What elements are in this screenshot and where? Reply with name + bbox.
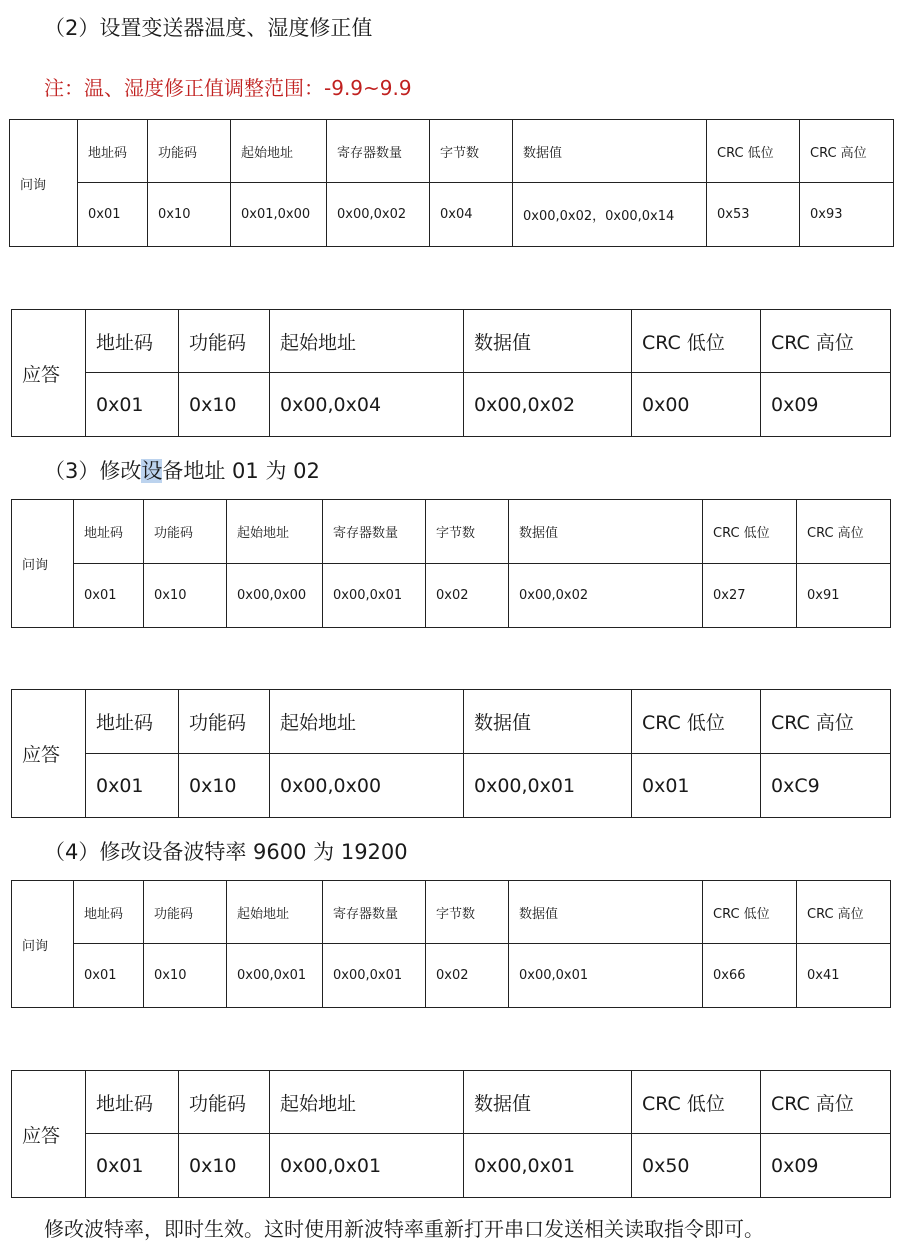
value-cell: 0x00,0x02 bbox=[509, 564, 703, 628]
header-cell: CRC 低位 bbox=[632, 690, 761, 754]
header-cell: 数据值 bbox=[464, 1071, 632, 1134]
value-cell: 0x00,0x02，0x00,0x14 bbox=[513, 183, 707, 247]
header-cell: 地址码 bbox=[78, 120, 148, 183]
header-cell: 起始地址 bbox=[270, 690, 464, 754]
header-cell: 功能码 bbox=[144, 500, 227, 564]
section-4-heading: （4）修改设备波特率 9600 为 19200 bbox=[44, 840, 408, 864]
header-cell: CRC 高位 bbox=[761, 310, 891, 373]
value-cell: 0x01 bbox=[86, 373, 179, 437]
header-cell: 数据值 bbox=[464, 690, 632, 754]
value-cell: 0x10 bbox=[179, 1134, 270, 1198]
value-cell: 0x01,0x00 bbox=[231, 183, 327, 247]
header-cell: 字节数 bbox=[426, 500, 509, 564]
value-cell: 0x00 bbox=[632, 373, 761, 437]
value-cell: 0x10 bbox=[144, 944, 227, 1008]
answer-table-address-temp bbox=[11, 309, 891, 437]
value-cell: 0xC9 bbox=[761, 754, 891, 818]
value-cell: 0x91 bbox=[797, 564, 891, 628]
header-cell: 寄存器数量 bbox=[323, 881, 426, 944]
header-cell: 字节数 bbox=[426, 881, 509, 944]
header-cell: CRC 低位 bbox=[632, 1071, 761, 1134]
value-cell: 0x10 bbox=[144, 564, 227, 628]
query-table-baud-rate bbox=[11, 880, 891, 1008]
header-cell: CRC 低位 bbox=[632, 310, 761, 373]
value-cell: 0x02 bbox=[426, 564, 509, 628]
header-cell: 数据值 bbox=[513, 120, 707, 183]
query-label: 问询 bbox=[10, 120, 78, 247]
value-cell: 0x01 bbox=[78, 183, 148, 247]
header-cell: 数据值 bbox=[509, 500, 703, 564]
value-cell: 0x04 bbox=[430, 183, 513, 247]
query-label: 问询 bbox=[12, 500, 74, 628]
value-cell: 0x66 bbox=[703, 944, 797, 1008]
value-cell: 0x00,0x02 bbox=[327, 183, 430, 247]
heading-text: 备地址 01 为 02 bbox=[162, 459, 320, 483]
header-cell: 功能码 bbox=[179, 310, 270, 373]
value-cell: 0x00,0x04 bbox=[270, 373, 464, 437]
query-table-address-temp bbox=[9, 119, 894, 247]
value-cell: 0x01 bbox=[632, 754, 761, 818]
value-cell: 0x93 bbox=[800, 183, 894, 247]
section-2-heading: （2）设置变送器温度、湿度修正值 bbox=[44, 16, 373, 40]
header-cell: CRC 低位 bbox=[703, 500, 797, 564]
header-cell: 起始地址 bbox=[227, 881, 323, 944]
header-cell: 地址码 bbox=[74, 500, 144, 564]
value-cell: 0x00,0x01 bbox=[323, 564, 426, 628]
footer-note: 修改波特率，即时生效。这时使用新波特率重新打开串口发送相关读取指令即可。 bbox=[44, 1217, 764, 1241]
selected-text-highlight: 设 bbox=[141, 459, 163, 483]
header-cell: 地址码 bbox=[86, 690, 179, 754]
header-cell: 数据值 bbox=[464, 310, 632, 373]
value-cell: 0x00,0x00 bbox=[270, 754, 464, 818]
header-cell: CRC 高位 bbox=[761, 690, 891, 754]
header-cell: 功能码 bbox=[179, 1071, 270, 1134]
header-cell: 数据值 bbox=[509, 881, 703, 944]
header-cell: 起始地址 bbox=[270, 1071, 464, 1134]
header-cell: 起始地址 bbox=[270, 310, 464, 373]
value-cell: 0x01 bbox=[74, 944, 144, 1008]
query-table-device-address bbox=[11, 499, 891, 628]
header-cell: CRC 低位 bbox=[707, 120, 800, 183]
header-cell: CRC 高位 bbox=[797, 500, 891, 564]
header-cell: 地址码 bbox=[86, 1071, 179, 1134]
value-cell: 0x09 bbox=[761, 1134, 891, 1198]
section-3-heading bbox=[44, 455, 320, 485]
value-cell: 0x10 bbox=[179, 754, 270, 818]
header-cell: 功能码 bbox=[148, 120, 231, 183]
header-cell: CRC 高位 bbox=[761, 1071, 891, 1134]
header-cell: 功能码 bbox=[179, 690, 270, 754]
value-cell: 0x00,0x01 bbox=[464, 1134, 632, 1198]
value-cell: 0x10 bbox=[179, 373, 270, 437]
value-cell: 0x01 bbox=[86, 754, 179, 818]
value-cell: 0x27 bbox=[703, 564, 797, 628]
value-cell: 0x00,0x01 bbox=[509, 944, 703, 1008]
value-cell: 0x09 bbox=[761, 373, 891, 437]
value-cell: 0x01 bbox=[86, 1134, 179, 1198]
header-cell: 地址码 bbox=[74, 881, 144, 944]
value-cell: 0x00,0x01 bbox=[464, 754, 632, 818]
header-cell: 功能码 bbox=[144, 881, 227, 944]
value-cell: 0x00,0x00 bbox=[227, 564, 323, 628]
header-cell: CRC 高位 bbox=[800, 120, 894, 183]
answer-label: 应答 bbox=[12, 310, 86, 437]
header-cell: CRC 高位 bbox=[797, 881, 891, 944]
query-label: 问询 bbox=[12, 881, 74, 1008]
header-cell: 起始地址 bbox=[227, 500, 323, 564]
header-cell: 起始地址 bbox=[231, 120, 327, 183]
value-cell: 0x53 bbox=[707, 183, 800, 247]
answer-label: 应答 bbox=[12, 1071, 86, 1198]
header-cell: 字节数 bbox=[430, 120, 513, 183]
value-cell: 0x50 bbox=[632, 1134, 761, 1198]
value-cell: 0x41 bbox=[797, 944, 891, 1008]
answer-table-baud-rate bbox=[11, 1070, 891, 1198]
header-cell: 地址码 bbox=[86, 310, 179, 373]
value-cell: 0x00,0x02 bbox=[464, 373, 632, 437]
header-cell: 寄存器数量 bbox=[327, 120, 430, 183]
value-cell: 0x10 bbox=[148, 183, 231, 247]
range-note: 注：温、湿度修正值调整范围：-9.9~9.9 bbox=[44, 76, 412, 100]
value-cell: 0x00,0x01 bbox=[227, 944, 323, 1008]
value-cell: 0x00,0x01 bbox=[270, 1134, 464, 1198]
answer-table-device-address bbox=[11, 689, 891, 818]
header-cell: CRC 低位 bbox=[703, 881, 797, 944]
value-cell: 0x01 bbox=[74, 564, 144, 628]
header-cell: 寄存器数量 bbox=[323, 500, 426, 564]
value-cell: 0x02 bbox=[426, 944, 509, 1008]
value-cell: 0x00,0x01 bbox=[323, 944, 426, 1008]
answer-label: 应答 bbox=[12, 690, 86, 818]
heading-text: （3）修改 bbox=[44, 459, 142, 483]
